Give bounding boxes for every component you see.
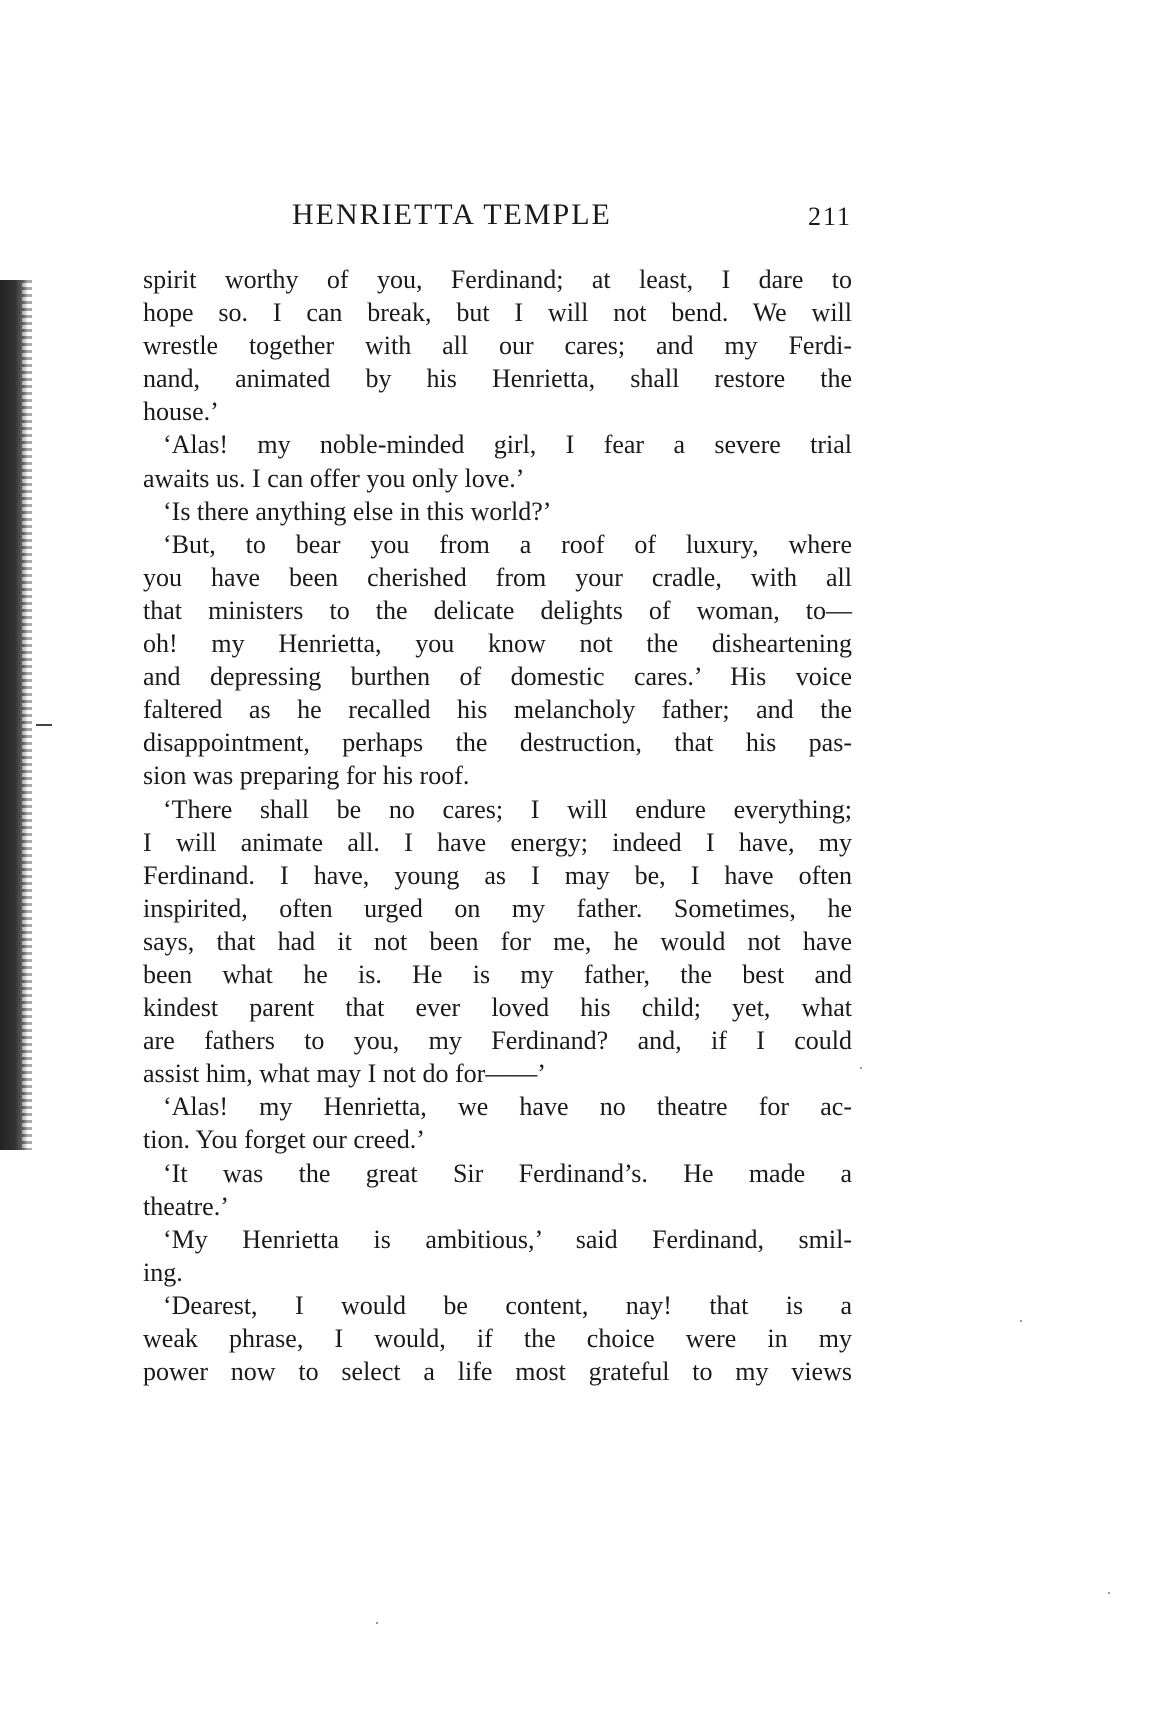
text-line: faltered as he recalled his melancholy father; and the: [143, 695, 852, 725]
text-line: oh! my Henrietta, you know not the disheartening: [143, 629, 852, 659]
running-header: [140, 198, 852, 238]
text-line: and depressing burthen of domestic cares.’ His voice: [143, 662, 852, 692]
text-line: I will animate all. I have energy; indeed I have, my: [143, 827, 852, 857]
text-line: ‘There shall be no cares; I will endure everything;: [163, 794, 852, 824]
page-number: 211: [807, 202, 852, 231]
paper-speck: [1108, 1592, 1110, 1594]
text-line: wrestle together with all our cares; and my Ferdi-: [143, 331, 852, 361]
text-line: ‘It was the great Sir Ferdinand’s. He made a: [163, 1158, 852, 1188]
text-line: inspirited, often urged on my father. Sometimes, he: [143, 893, 852, 923]
text-line: Ferdinand. I have, young as I may be, I have often: [143, 860, 852, 890]
text-line: nand, animated by his Henrietta, shall restore the: [143, 364, 852, 394]
text-line: awaits us. I can offer you only love.’: [143, 463, 525, 493]
text-line: weak phrase, I would, if the choice were in my: [143, 1324, 852, 1353]
paper-speck: [860, 1067, 862, 1069]
body-text: [143, 263, 852, 1388]
text-line: you have been cherished from your cradle, with all: [143, 562, 852, 592]
text-line: spirit worthy of you, Ferdinand; at least, I dare to: [143, 265, 852, 294]
text-line: kindest parent that ever loved his child; yet, what: [143, 993, 852, 1023]
text-line: says, that had it not been for me, he would not have: [143, 926, 852, 956]
text-line: ‘Is there anything else in this world?’: [163, 496, 552, 526]
binding-shadow: [0, 280, 28, 1150]
text-line: power now to select a life most grateful to my views: [143, 1357, 852, 1387]
text-line: been what he is. He is my father, the best and: [143, 959, 852, 989]
text-line: ‘Alas! my Henrietta, we have no theatre for ac-: [163, 1092, 852, 1122]
text-line: are fathers to you, my Ferdinand? and, if I could: [143, 1026, 852, 1056]
text-line: sion was preparing for his roof.: [143, 761, 470, 791]
running-title: HENRIETTA TEMPLE: [292, 198, 612, 231]
text-line: hope so. I can break, but I will not bend. We will: [143, 298, 852, 328]
text-line: ‘But, to bear you from a roof of luxury, where: [163, 529, 852, 559]
text-line: disappointment, perhaps the destruction, that his pas-: [143, 728, 852, 758]
text-line: assist him, what may I not do for——’: [143, 1059, 546, 1089]
text-line: theatre.’: [143, 1191, 229, 1221]
text-line: that ministers to the delicate delights of woman, to—: [143, 595, 852, 625]
text-line: house.’: [143, 397, 219, 427]
paper-speck: [1020, 1320, 1022, 1322]
text-line: ing.: [143, 1257, 183, 1287]
paper-speck: [376, 1622, 378, 1624]
margin-mark: [36, 724, 52, 726]
text-line: ‘Dearest, I would be content, nay! that is a: [163, 1290, 852, 1320]
text-line: ‘My Henrietta is ambitious,’ said Ferdinand, smil-: [163, 1224, 852, 1254]
text-line: ‘Alas! my noble-minded girl, I fear a severe trial: [163, 430, 852, 460]
text-line: tion. You forget our creed.’: [143, 1125, 425, 1155]
